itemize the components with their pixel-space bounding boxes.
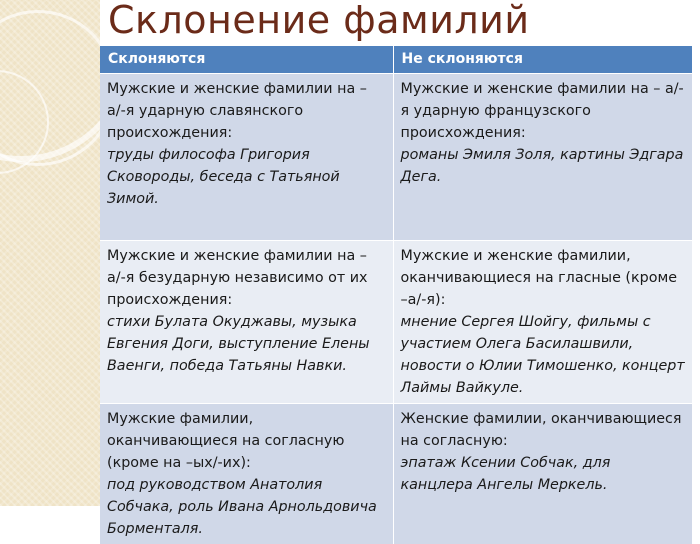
rule-text: Мужские и женские фамилии на – а/-я ударную французского происхождения: [401,81,684,141]
rule-text: Мужские и женские фамилии, оканчивающиеся на гласные (кроме –а/-я): [401,248,678,308]
example-text: романы Эмиля Золя, картины Эдгара Дега. [401,144,687,188]
rule-text: Мужские фамилии, оканчивающиеся на согласную (кроме на –ых/-их): [107,411,344,471]
header-declined: Склоняются [100,46,393,74]
example-text: эпатаж Ксении Собчак, для канцлера Ангелы Меркель. [401,452,687,496]
table-cell-not-declined [393,404,692,544]
example-text: стихи Булата Окуджавы, музыка Евгения Доги, выступление Елены Ваенги, победа Татьяны Навки. [107,311,387,377]
header-not-declined: Не склоняются [393,46,692,74]
example-text: мнение Сергея Шойгу, фильмы с участием Олега Басилашвили, новости о Юлии Тимошенко, концерт Лаймы Вайкуле. [401,311,687,399]
example-text: труды философа Григория Сковороды, беседа с Татьяной Зимой. [107,144,387,210]
rule-text: Мужские и женские фамилии на – а/-я безударную независимо от их происхождения: [107,248,368,308]
rule-text: Мужские и женские фамилии на – а/-я ударную славянского происхождения: [107,81,367,141]
slide-title: Склонение фамилий [108,0,530,42]
table-cell-not-declined [393,74,692,241]
table-header-row [100,46,692,74]
table-row [100,241,692,404]
table-cell-not-declined [393,241,692,404]
table-row [100,74,692,241]
table-row [100,404,692,544]
table-cell-declined [100,241,393,404]
declension-table [100,46,692,544]
table-cell-declined [100,404,393,544]
decorative-side-band [0,0,100,506]
table-cell-declined [100,74,393,241]
declension-table-container [100,46,692,544]
rule-text: Женские фамилии, оканчивающиеся на согласную: [401,411,682,449]
example-text: под руководством Анатолия Собчака, роль Ивана Арнольдовича Борменталя. [107,474,387,540]
